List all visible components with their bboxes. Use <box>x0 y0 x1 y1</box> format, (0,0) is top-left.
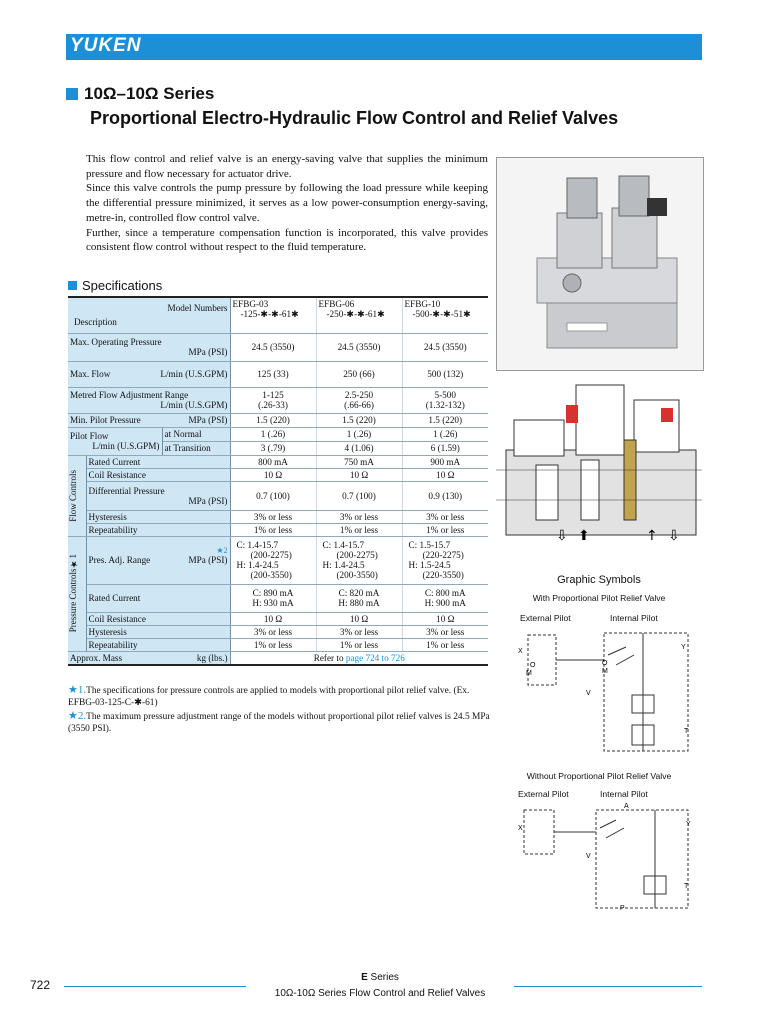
row-unit: kg (lbs.) <box>196 652 228 663</box>
cell-line: (200-2275) <box>250 550 292 560</box>
row-label-text: Pres. Adj. Range <box>88 554 151 565</box>
table-row <box>68 333 488 361</box>
page-reference-link[interactable]: page 724 to 726 <box>345 652 405 663</box>
table-cell: 900 mA <box>402 455 488 468</box>
row-unit: MPa (PSI) <box>188 415 228 425</box>
table-cell: 1% or less <box>230 523 316 536</box>
page-number: 722 <box>30 978 51 992</box>
footnote <box>68 710 490 735</box>
intro-paragraph: Further, since a temperature compensation function is incorporated, this valve provides consistent flow control without respect to the fluid temperature. <box>86 226 488 254</box>
port-m-label-internal: M <box>602 668 608 675</box>
cell-line: 2.5-250 <box>344 390 374 400</box>
table-cell: 10 Ω <box>402 612 488 625</box>
table-cell: 250 (66) <box>316 361 402 387</box>
table-cell: 24.5 (3550) <box>230 333 316 361</box>
table-cell: 3 (.79) <box>230 441 316 455</box>
row-label: Coil Resistance <box>86 468 230 481</box>
table-cell <box>316 387 402 413</box>
table-cell: 3% or less <box>316 510 402 523</box>
model-cell <box>230 297 316 333</box>
table-cell: 3% or less <box>230 625 316 638</box>
table-cell: 3% or less <box>316 625 402 638</box>
cell-line: C: 1.5-15.7 <box>408 540 451 550</box>
table-cell: 1.5 (220) <box>230 413 316 427</box>
header-models-label: Model Numbers <box>167 303 228 314</box>
row-label-text: Metred Flow Adjustment Range <box>70 390 189 400</box>
header-desc-label: Description <box>74 317 117 328</box>
header-description-cell <box>68 297 230 333</box>
heading-square-icon <box>68 281 77 290</box>
table-cell <box>230 651 488 665</box>
table-cell: 0.9 (130) <box>402 481 488 510</box>
cell-line: H: 1.5-24.5 <box>408 560 451 570</box>
row-label <box>68 387 230 413</box>
table-row <box>68 638 488 651</box>
cell-line: (200-2275) <box>336 550 378 560</box>
specifications-table <box>68 296 488 666</box>
table-cell: 500 (132) <box>402 361 488 387</box>
cell-line: H: 880 mA <box>338 598 380 608</box>
table-cell: 1% or less <box>402 523 488 536</box>
port-y-label: Y <box>686 821 691 828</box>
port-t-label: T <box>684 728 689 735</box>
title-prefix: 10Ω–10Ω <box>84 84 159 103</box>
port-o-label-internal: O <box>602 660 608 667</box>
series-title <box>66 84 214 104</box>
cell-line: (200-3550) <box>336 570 378 580</box>
table-cell <box>230 584 316 612</box>
row-label <box>68 651 230 665</box>
model-cell <box>316 297 402 333</box>
group-label-flow <box>68 455 86 536</box>
row-unit: L/min (U.S.GPM) <box>92 441 160 451</box>
row-label: Rated Current <box>86 455 230 468</box>
cell-line: C: 1.4-15.7 <box>322 540 365 550</box>
table-cell: 1.5 (220) <box>402 413 488 427</box>
specifications-label: Specifications <box>82 278 163 293</box>
port-p-label: P <box>620 905 625 912</box>
port-x-label: X <box>518 648 523 655</box>
table-cell <box>316 536 402 584</box>
row-label-text: Min. Pilot Pressure <box>70 415 141 425</box>
graphic-symbol-without-relief <box>516 800 700 912</box>
row-unit: L/min (U.S.GPM) <box>160 400 228 410</box>
intro-paragraph: This flow control and relief valve is an energy-saving valve that supplies the minimum pressure and flow necessary for actuator drive. <box>86 153 488 180</box>
footnote-star-icon: ★1. <box>68 684 87 696</box>
brand-logo: YUKEN <box>70 35 142 56</box>
table-cell: 1% or less <box>230 638 316 651</box>
intro-paragraph: Since this valve controls the pump pressure by following the load pressure while keeping the differential pressure minimized, it serves as a low power-consumption energy-saving, metre-in, controlled flow control valve. <box>86 182 488 224</box>
table-row <box>68 455 488 468</box>
port-y-label: Y <box>681 644 686 651</box>
footer-series-prefix: E <box>361 972 368 983</box>
row-label <box>86 481 230 510</box>
group-label-text: Pressure Controls★1 <box>68 554 78 633</box>
table-cell <box>316 584 402 612</box>
row-label-text: Differential Pressure <box>88 485 165 496</box>
row-label <box>68 413 230 427</box>
table-cell: 1 (.26) <box>230 427 316 441</box>
footer-title: 10Ω-10Ω Series Flow Control and Relief Valves <box>274 988 486 999</box>
graphic-symbols-title: Graphic Symbols <box>557 574 641 586</box>
page-title: Proportional Electro-Hydraulic Flow Control and Relief Valves <box>90 108 619 128</box>
cell-line: H: 900 mA <box>424 598 466 608</box>
model-line: -250-✱-✱-61✱ <box>326 309 385 319</box>
row-unit: MPa (PSI) <box>188 495 228 506</box>
sectional-drawing <box>496 380 702 550</box>
port-o-label: O <box>530 662 536 669</box>
footer-rule-left <box>64 986 246 987</box>
table-row <box>68 427 488 441</box>
row-label: Repeatability <box>86 638 230 651</box>
row-label <box>68 427 162 455</box>
model-line: EFBG-10 <box>404 299 441 309</box>
table-cell: 750 mA <box>316 455 402 468</box>
group-label-text: Flow Controls <box>68 469 78 522</box>
table-row <box>68 523 488 536</box>
table-cell: 6 (1.59) <box>402 441 488 455</box>
table-cell: 125 (33) <box>230 361 316 387</box>
table-cell: 0.7 (100) <box>230 481 316 510</box>
internal-pilot-label: Internal Pilot <box>600 789 648 799</box>
mass-text: Refer to <box>313 652 346 663</box>
intro-text <box>86 152 488 255</box>
table-row <box>68 361 488 387</box>
table-cell: 10 Ω <box>230 612 316 625</box>
port-x-label: X <box>518 825 523 832</box>
cell-line: H: 1.4-24.5 <box>322 560 365 570</box>
group-label-pressure <box>68 536 86 651</box>
table-cell: 4 (1.06) <box>316 441 402 455</box>
cell-line: (.26-33) <box>258 400 288 410</box>
table-cell: 0.7 (100) <box>316 481 402 510</box>
internal-pilot-label: Internal Pilot <box>610 613 658 623</box>
external-pilot-label: External Pilot <box>520 613 571 623</box>
model-line: EFBG-06 <box>318 299 355 309</box>
table-cell: 24.5 (3550) <box>316 333 402 361</box>
footer-series-label: Series <box>370 972 399 983</box>
row-unit: MPa (PSI) <box>188 554 228 565</box>
table-cell: 800 mA <box>230 455 316 468</box>
table-cell: 1% or less <box>316 638 402 651</box>
sub-label: at Transition <box>162 441 230 455</box>
svg-text:⬆: ⬆ <box>578 528 590 544</box>
table-header-row <box>68 297 488 333</box>
row-label: Repeatability <box>86 523 230 536</box>
table-row <box>68 468 488 481</box>
with-relief-caption: With Proportional Pilot Relief Valve <box>532 593 666 603</box>
row-label-text: Max. Flow <box>70 369 111 379</box>
footnote-text: The specifications for pressure controls are applied to models with proportional pilot relief valve. (Ex. EFBG-03-125-C-✱-61) <box>68 686 470 708</box>
table-cell: 3% or less <box>230 510 316 523</box>
svg-text:⇩: ⇩ <box>668 528 680 544</box>
table-cell: 1 (.26) <box>316 427 402 441</box>
row-label: Coil Resistance <box>86 612 230 625</box>
footnote-text: The maximum pressure adjustment range of the models without proportional pilot relief valves is 24.5 MPa (3550 PSI). <box>68 712 490 734</box>
table-cell: 10 Ω <box>316 468 402 481</box>
cell-line: 1-125 <box>262 390 284 400</box>
table-cell: 3% or less <box>402 625 488 638</box>
model-line: -125-✱-✱-61✱ <box>240 309 299 319</box>
footnote-star-icon: ★2. <box>68 710 87 722</box>
cell-line: (200-3550) <box>250 570 292 580</box>
table-cell <box>230 387 316 413</box>
product-photo <box>496 157 704 371</box>
row-label <box>68 361 230 387</box>
table-cell <box>402 584 488 612</box>
table-cell <box>402 387 488 413</box>
row-label: Hysteresis <box>86 510 230 523</box>
graphic-symbol-with-relief <box>516 625 700 765</box>
port-v-label: V <box>586 690 591 697</box>
table-row <box>68 612 488 625</box>
cell-line: (220-2275) <box>422 550 464 560</box>
model-line: -500-✱-✱-51✱ <box>412 309 471 319</box>
row-unit: MPa (PSI) <box>188 347 228 357</box>
cell-line: C: 1.4-15.7 <box>236 540 279 550</box>
table-cell: 10 Ω <box>230 468 316 481</box>
port-t-label: T <box>684 883 689 890</box>
table-cell: 1% or less <box>402 638 488 651</box>
svg-text:↑: ↑ <box>646 528 658 544</box>
cell-line: (220-3550) <box>422 570 464 580</box>
cell-line: C: 800 mA <box>424 588 466 598</box>
without-relief-caption: Without Proportional Pilot Relief Valve <box>526 771 672 781</box>
row-label <box>68 333 230 361</box>
port-a-label: A <box>624 803 629 810</box>
cell-line: H: 1.4-24.5 <box>236 560 279 570</box>
row-label: Hysteresis <box>86 625 230 638</box>
cell-line: C: 890 mA <box>252 588 294 598</box>
table-cell: 24.5 (3550) <box>402 333 488 361</box>
table-cell: 3% or less <box>402 510 488 523</box>
cell-line: 5-500 <box>434 390 456 400</box>
row-label: Rated Current <box>86 584 230 612</box>
table-row <box>68 413 488 427</box>
cell-line: C: 820 mA <box>338 588 380 598</box>
table-cell: 10 Ω <box>316 612 402 625</box>
table-row <box>68 625 488 638</box>
title-series: Series <box>163 84 215 103</box>
port-m-label: M <box>526 670 532 677</box>
table-row <box>68 387 488 413</box>
row-label-text: Pilot Flow <box>70 431 109 441</box>
table-row <box>68 481 488 510</box>
row-unit: L/min (U.S.GPM) <box>160 369 228 379</box>
table-cell: 1 (.26) <box>402 427 488 441</box>
table-cell: 10 Ω <box>402 468 488 481</box>
row-label <box>86 536 230 584</box>
table-cell <box>230 536 316 584</box>
table-cell <box>402 536 488 584</box>
cell-line: (1.32-132) <box>425 400 465 410</box>
table-row <box>68 536 488 584</box>
table-row <box>68 510 488 523</box>
cell-line: H: 930 mA <box>252 598 294 608</box>
specifications-heading <box>68 278 162 293</box>
row-label-text: Approx. Mass <box>70 652 123 663</box>
table-cell: 1% or less <box>316 523 402 536</box>
sub-label: at Normal <box>162 427 230 441</box>
model-line: EFBG-03 <box>232 299 269 309</box>
footer-rule-right <box>514 986 702 987</box>
table-row <box>68 651 488 665</box>
footnote-star-icon: ★2 <box>216 545 228 555</box>
brand-bar <box>66 34 702 60</box>
model-cell <box>402 297 488 333</box>
footer-series <box>250 972 510 983</box>
row-label-text: Max. Operating Pressure <box>70 337 162 347</box>
external-pilot-label: External Pilot <box>518 789 569 799</box>
svg-text:⇩: ⇩ <box>556 528 568 544</box>
footnote <box>68 684 490 709</box>
cell-line: (.66-66) <box>344 400 374 410</box>
port-v-label: V <box>586 853 591 860</box>
table-row <box>68 584 488 612</box>
table-cell: 1.5 (220) <box>316 413 402 427</box>
title-square-icon <box>66 88 78 100</box>
